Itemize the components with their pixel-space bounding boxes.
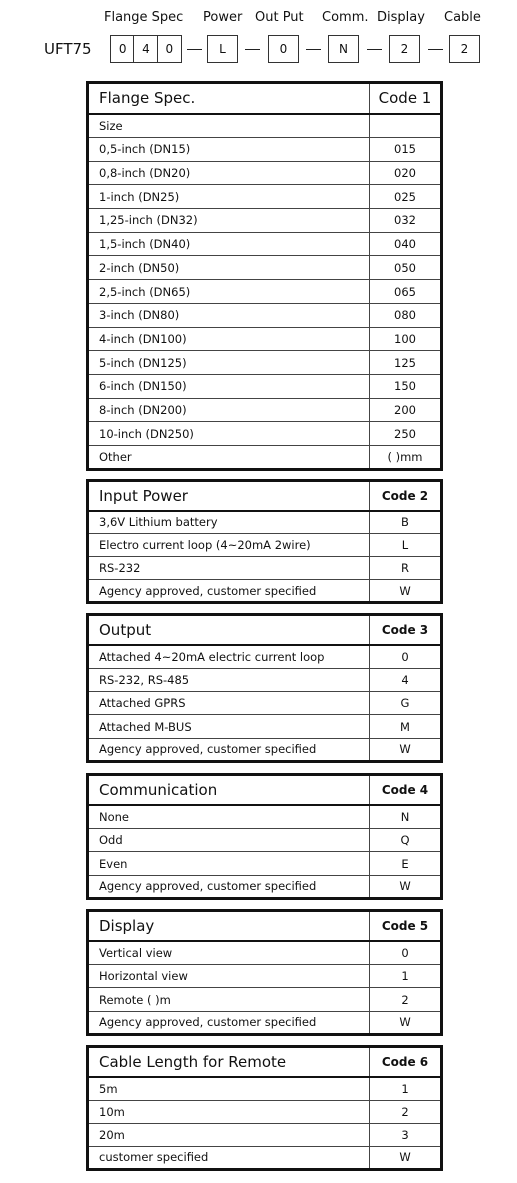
- row-code: 250: [370, 422, 442, 446]
- table-title: Output: [88, 615, 370, 646]
- table-row: [88, 1146, 442, 1169]
- code-column-header: Code 2: [370, 481, 442, 511]
- table-row: [88, 446, 442, 470]
- separator-dash: [367, 49, 382, 50]
- table-row: [88, 511, 442, 534]
- row-desc: 1-inch (DN25): [88, 185, 370, 209]
- table-row: [88, 137, 442, 161]
- table-row: [88, 374, 442, 398]
- row-code: 0: [370, 941, 442, 964]
- row-desc: Vertical view: [88, 941, 370, 964]
- row-code: 125: [370, 351, 442, 375]
- table-header-row: [88, 83, 442, 114]
- row-desc: 20m: [88, 1123, 370, 1146]
- box-divider: [133, 35, 134, 63]
- model-name: UFT75: [44, 40, 92, 58]
- separator-dash: [245, 49, 260, 50]
- row-code: 020: [370, 161, 442, 185]
- row-desc: Horizontal view: [88, 965, 370, 988]
- table-row: [88, 668, 442, 691]
- table-row: [88, 422, 442, 446]
- input-power-table: [86, 479, 443, 604]
- row-desc: Attached M-BUS: [88, 715, 370, 738]
- row-desc: Attached 4~20mA electric current loop: [88, 645, 370, 668]
- row-code: R: [370, 557, 442, 580]
- row-desc: 4-inch (DN100): [88, 327, 370, 351]
- row-code: 050: [370, 256, 442, 280]
- header-label-flange: Flange Spec: [104, 10, 184, 25]
- cable-length-table: [86, 1045, 443, 1171]
- row-desc: 6-inch (DN150): [88, 374, 370, 398]
- row-code: 080: [370, 303, 442, 327]
- flange-code-digit: 0: [118, 42, 127, 56]
- table-row: [88, 209, 442, 233]
- row-desc: 0,5-inch (DN15): [88, 137, 370, 161]
- table-header-row: [88, 911, 442, 942]
- row-code: 2: [370, 1100, 442, 1123]
- row-code: 3: [370, 1123, 442, 1146]
- display-code-box: 2: [389, 35, 420, 63]
- row-code: [370, 114, 442, 138]
- row-code: 1: [370, 1077, 442, 1100]
- table-row: [88, 852, 442, 875]
- table-row: [88, 1077, 442, 1100]
- power-code-box: L: [207, 35, 238, 63]
- row-code: 1: [370, 965, 442, 988]
- table-row: [88, 161, 442, 185]
- row-code: W: [370, 580, 442, 603]
- row-desc: 0,8-inch (DN20): [88, 161, 370, 185]
- row-code: 100: [370, 327, 442, 351]
- row-desc: 3,6V Lithium battery: [88, 511, 370, 534]
- header-label-output: Out Put: [255, 10, 304, 25]
- table-row: [88, 256, 442, 280]
- table-row: [88, 557, 442, 580]
- row-code: Q: [370, 829, 442, 852]
- table-row: [88, 965, 442, 988]
- row-code: G: [370, 692, 442, 715]
- display-table: [86, 909, 443, 1036]
- row-desc: Other: [88, 446, 370, 470]
- row-code: B: [370, 511, 442, 534]
- row-desc: None: [88, 805, 370, 828]
- row-code: 200: [370, 398, 442, 422]
- row-desc: Agency approved, customer specified: [88, 1011, 370, 1034]
- row-desc: 10m: [88, 1100, 370, 1123]
- row-desc: 5-inch (DN125): [88, 351, 370, 375]
- table-row: [88, 692, 442, 715]
- row-desc: Odd: [88, 829, 370, 852]
- comm-code-box: N: [328, 35, 359, 63]
- row-code: 032: [370, 209, 442, 233]
- row-code: 040: [370, 232, 442, 256]
- row-code: M: [370, 715, 442, 738]
- code-column-header: Code 3: [370, 615, 442, 646]
- header-label-power: Power: [203, 10, 243, 25]
- output-table: [86, 613, 443, 763]
- row-code: W: [370, 1011, 442, 1034]
- table-row: [88, 988, 442, 1011]
- row-desc: Agency approved, customer specified: [88, 580, 370, 603]
- code-column-header: Code 6: [370, 1047, 442, 1077]
- table-row: [88, 941, 442, 964]
- header-label-display: Display: [377, 10, 425, 25]
- table-row: [88, 715, 442, 738]
- row-desc: Agency approved, customer specified: [88, 738, 370, 761]
- flange-code-box: [110, 35, 182, 63]
- table-row: [88, 398, 442, 422]
- separator-dash: [428, 49, 443, 50]
- row-desc: 1,5-inch (DN40): [88, 232, 370, 256]
- row-code: 4: [370, 668, 442, 691]
- table-row: [88, 645, 442, 668]
- flange-code-digit: 0: [165, 42, 174, 56]
- row-code: W: [370, 875, 442, 898]
- header-label-cable: Cable: [444, 10, 481, 25]
- row-desc: 2-inch (DN50): [88, 256, 370, 280]
- row-desc: Remote ( )m: [88, 988, 370, 1011]
- row-code: ( )mm: [370, 446, 442, 470]
- table-row: [88, 114, 442, 138]
- separator-dash: [187, 49, 202, 50]
- table-header-row: [88, 1047, 442, 1077]
- flange-spec-table: [86, 81, 443, 471]
- table-row: [88, 303, 442, 327]
- table-row: [88, 534, 442, 557]
- output-code-box: 0: [268, 35, 299, 63]
- table-header-row: [88, 481, 442, 511]
- row-code: E: [370, 852, 442, 875]
- table-row: [88, 351, 442, 375]
- row-desc: Attached GPRS: [88, 692, 370, 715]
- row-code: 025: [370, 185, 442, 209]
- code-column-header: Code 5: [370, 911, 442, 942]
- table-header-row: [88, 775, 442, 806]
- flange-code-digit: 4: [142, 42, 150, 56]
- row-desc: 3-inch (DN80): [88, 303, 370, 327]
- row-desc: Size: [88, 114, 370, 138]
- row-desc: 5m: [88, 1077, 370, 1100]
- table-row: [88, 738, 442, 761]
- table-title: Communication: [88, 775, 370, 806]
- communication-table: [86, 773, 443, 900]
- table-title: Flange Spec.: [88, 83, 370, 114]
- separator-dash: [306, 49, 321, 50]
- table-title: Cable Length for Remote: [88, 1047, 370, 1077]
- table-row: [88, 805, 442, 828]
- row-code: W: [370, 738, 442, 761]
- table-row: [88, 875, 442, 898]
- row-code: W: [370, 1146, 442, 1169]
- row-code: 2: [370, 988, 442, 1011]
- row-desc: RS-232, RS-485: [88, 668, 370, 691]
- row-code: 065: [370, 280, 442, 304]
- table-row: [88, 327, 442, 351]
- row-code: L: [370, 534, 442, 557]
- table-title: Input Power: [88, 481, 370, 511]
- row-desc: Even: [88, 852, 370, 875]
- table-row: [88, 185, 442, 209]
- code-column-header: Code 4: [370, 775, 442, 806]
- cable-code-box: 2: [449, 35, 480, 63]
- row-desc: 10-inch (DN250): [88, 422, 370, 446]
- row-code: N: [370, 805, 442, 828]
- table-row: [88, 1011, 442, 1034]
- row-desc: Electro current loop (4~20mA 2wire): [88, 534, 370, 557]
- table-row: [88, 280, 442, 304]
- row-code: 015: [370, 137, 442, 161]
- row-desc: customer specified: [88, 1146, 370, 1169]
- code-column-header: Code 1: [370, 83, 442, 114]
- table-row: [88, 1100, 442, 1123]
- row-desc: RS-232: [88, 557, 370, 580]
- row-code: 150: [370, 374, 442, 398]
- table-title: Display: [88, 911, 370, 942]
- row-code: 0: [370, 645, 442, 668]
- table-row: [88, 1123, 442, 1146]
- table-row: [88, 232, 442, 256]
- row-desc: 2,5-inch (DN65): [88, 280, 370, 304]
- table-row: [88, 829, 442, 852]
- table-header-row: [88, 615, 442, 646]
- row-desc: 8-inch (DN200): [88, 398, 370, 422]
- row-desc: Agency approved, customer specified: [88, 875, 370, 898]
- box-divider: [157, 35, 158, 63]
- table-row: [88, 580, 442, 603]
- header-label-comm: Comm.: [322, 10, 369, 25]
- row-desc: 1,25-inch (DN32): [88, 209, 370, 233]
